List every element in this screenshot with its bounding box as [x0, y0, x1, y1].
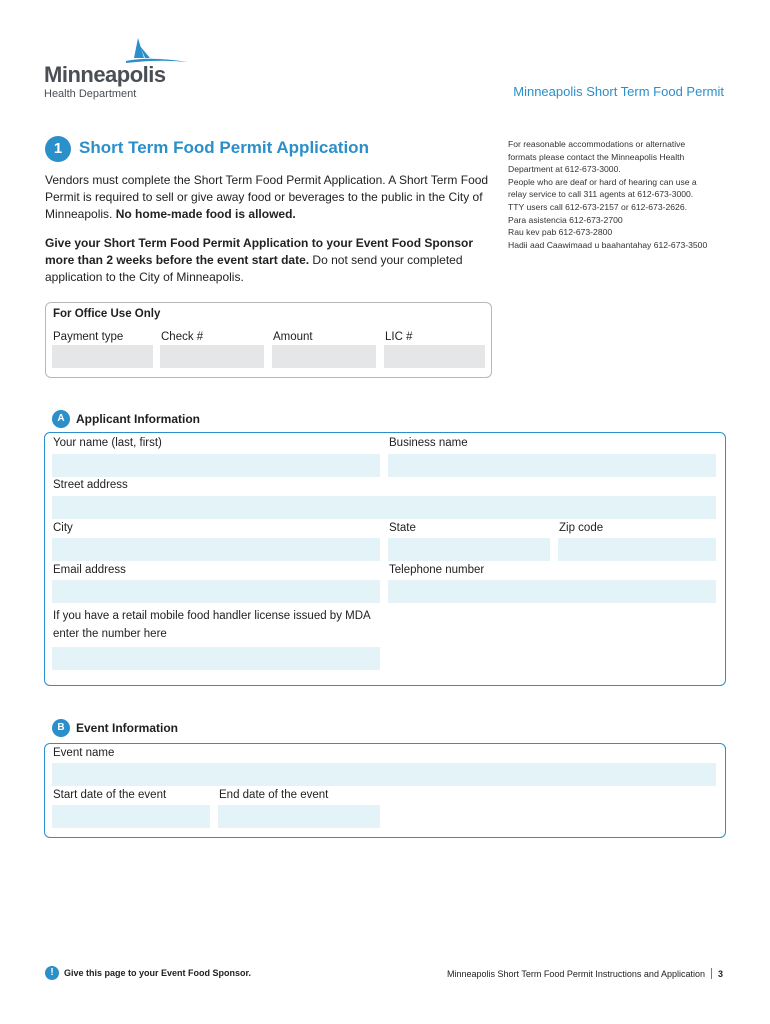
event-name-input[interactable]	[52, 763, 716, 786]
event-section-title: Event Information	[76, 721, 179, 735]
city-input[interactable]	[52, 538, 380, 561]
office-use-box	[45, 302, 492, 378]
check-label: Check #	[161, 331, 204, 343]
payment-type-field[interactable]	[52, 345, 153, 368]
event-name-label: Event name	[53, 747, 115, 759]
document-title: Minneapolis Short Term Food Permit	[513, 84, 724, 99]
section-number: 1	[45, 136, 71, 162]
footer-document-name: Minneapolis Short Term Food Permit Instructions and Application	[447, 969, 705, 979]
business-label: Business name	[389, 437, 468, 449]
logo-subtitle: Health Department	[44, 88, 137, 100]
email-label: Email address	[53, 564, 126, 576]
state-label: State	[389, 522, 416, 534]
accommodations-line: People who are deaf or hard of hearing can use a	[508, 176, 697, 187]
section-title: Short Term Food Permit Application	[79, 138, 369, 157]
intro-paragraph	[45, 172, 490, 223]
city-logo	[44, 36, 166, 102]
accommodations-notice	[508, 138, 738, 251]
street-input[interactable]	[52, 496, 716, 519]
intro-bold: No home-made food is allowed.	[115, 207, 296, 221]
mda-license-input[interactable]	[52, 647, 380, 670]
business-input[interactable]	[388, 454, 716, 477]
mda-label-line-2: enter the number here	[53, 628, 167, 640]
end-date-label: End date of the event	[219, 789, 329, 801]
amount-field[interactable]	[272, 345, 376, 368]
lic-label: LIC #	[385, 331, 413, 343]
end-date-input[interactable]	[218, 805, 380, 828]
intro-text: Vendors must complete the Short Term Food Permit Application. A Short Term Food Permit is required to sell or give away food or beverages to the public in the City of Minneapolis.	[45, 173, 489, 221]
email-input[interactable]	[52, 580, 380, 603]
page-number: 3	[717, 969, 723, 979]
zip-input[interactable]	[558, 538, 716, 561]
accommodations-line: Hadii aad Caawimaad u baahantahay 612-673-3500	[508, 239, 708, 250]
applicant-panel	[44, 432, 726, 686]
payment-type-label: Payment type	[53, 331, 124, 343]
accommodations-line: Department at 612-673-3000.	[508, 164, 621, 175]
alert-icon: !	[45, 966, 59, 980]
name-input[interactable]	[52, 454, 380, 477]
logo-name: Minneapolis	[44, 62, 166, 87]
section-b-badge: B	[52, 719, 70, 737]
amount-label: Amount	[273, 331, 313, 343]
zip-label: Zip code	[559, 522, 604, 534]
mda-label-line-1: If you have a retail mobile food handler license issued by MDA	[53, 610, 371, 622]
name-label: Your name (last, first)	[53, 437, 162, 449]
accommodations-line: formats please contact the Minneapolis Health	[508, 151, 685, 162]
start-date-label: Start date of the event	[53, 789, 167, 801]
instructions-paragraph	[45, 235, 490, 286]
street-label: Street address	[53, 479, 128, 491]
city-label: City	[53, 522, 73, 534]
footer-divider	[711, 968, 712, 979]
check-field[interactable]	[160, 345, 264, 368]
accommodations-line: TTY users call 612-673-2157 or 612-673-2626.	[508, 201, 687, 212]
footer-title	[447, 968, 723, 979]
accommodations-line: For reasonable accommodations or alternative	[508, 139, 686, 149]
phone-label: Telephone number	[389, 564, 485, 576]
section-a-badge: A	[52, 410, 70, 428]
accommodations-line: Para asistencia 612-673-2700	[508, 214, 623, 225]
start-date-input[interactable]	[52, 805, 210, 828]
phone-input[interactable]	[388, 580, 716, 603]
instructions-bold: Give your Short Term Food Permit Application to your Event Food Sponsor more than 2 weeks before the event start date.	[45, 236, 474, 267]
lic-field[interactable]	[384, 345, 485, 368]
office-use-title: For Office Use Only	[53, 308, 161, 320]
footer-note: Give this page to your Event Food Sponsor.	[64, 968, 252, 978]
applicant-section-title: Applicant Information	[76, 412, 200, 426]
event-panel	[44, 743, 726, 838]
accommodations-line: Rau kev pab 612-673-2800	[508, 227, 613, 238]
state-input[interactable]	[388, 538, 550, 561]
instructions-text: Do not send your completed application to the City of Minneapolis.	[45, 253, 463, 284]
accommodations-line: relay service to call 311 agents at 612-673-3000.	[508, 189, 694, 200]
